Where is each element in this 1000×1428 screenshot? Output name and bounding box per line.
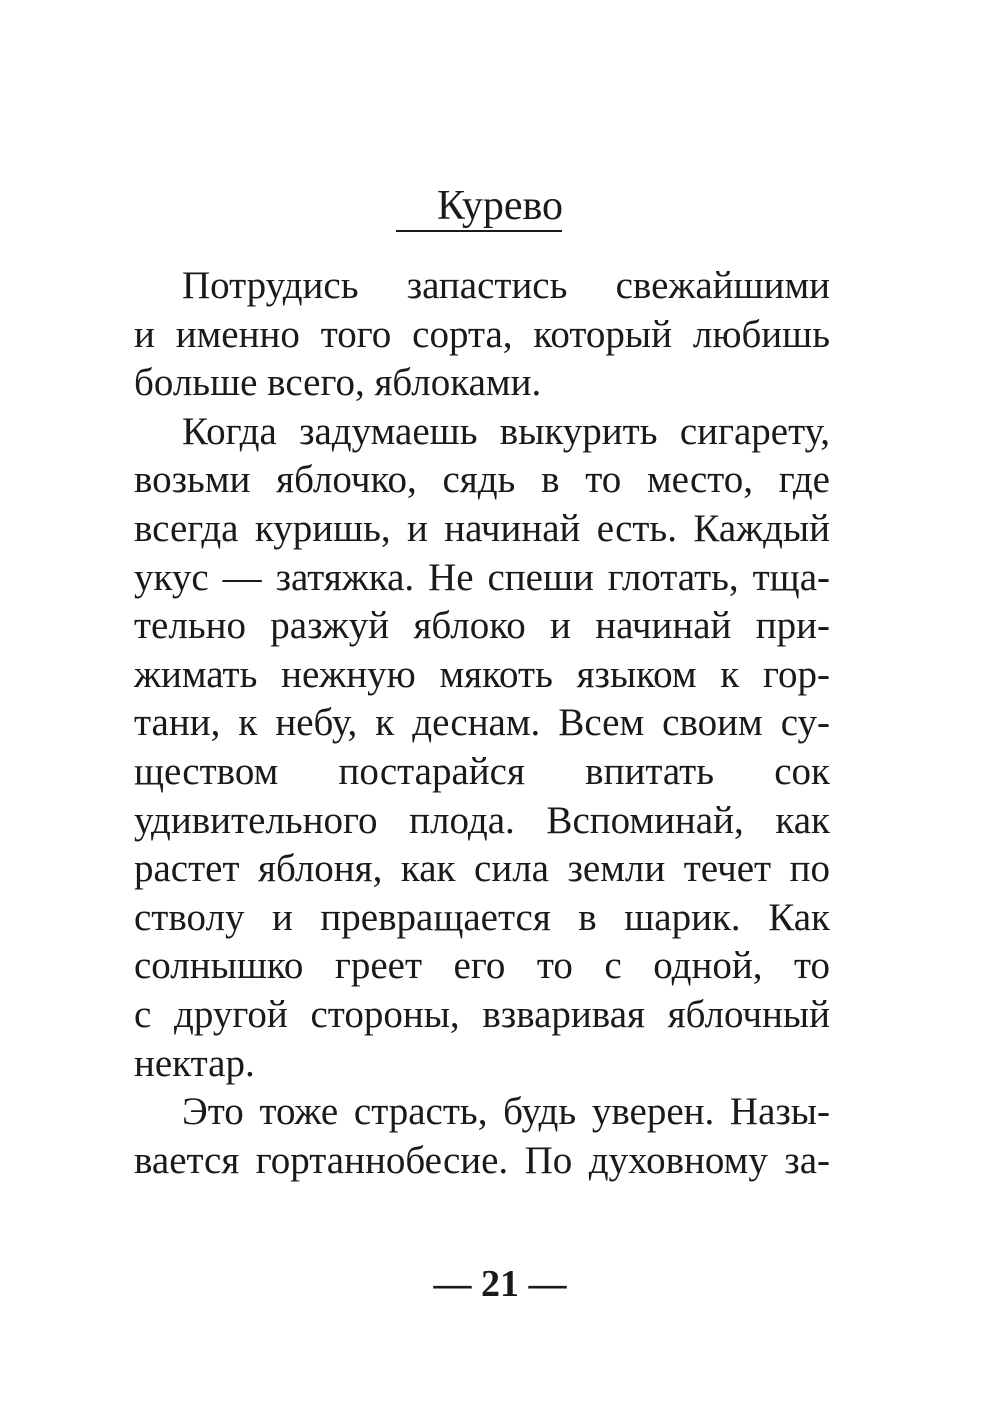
text-line: жимать нежную мякоть языком к гор- <box>134 652 830 696</box>
text-line: ществом постарайся впитать сок <box>134 749 830 793</box>
text-line: и именно того сорта, который любишь <box>134 312 830 356</box>
text-line: Когда задумаешь выкурить сигарету, <box>182 409 830 453</box>
text-line: удивительного плода. Вспоминай, как <box>134 798 830 842</box>
text-line: возьми яблочко, сядь в то место, где <box>134 458 830 502</box>
text-line: солнышко греет его то с одной, то <box>134 944 830 988</box>
text-line: всегда куришь, и начинай есть. Каждый <box>134 506 830 550</box>
text-line: больше всего, яблоками. <box>134 361 542 405</box>
text-line: тани, к небу, к деснам. Всем своим су- <box>134 701 830 745</box>
title-underline <box>396 230 562 232</box>
text-line: с другой стороны, взваривая яблочный <box>134 992 830 1036</box>
text-line: Потрудись запастись свежайшими <box>182 264 830 307</box>
page-number: — 21 — <box>433 1263 567 1305</box>
text-line: Это тоже страсть, будь уверен. Назы- <box>182 1090 830 1134</box>
text-line: вается гортаннобесие. По духовному за- <box>134 1138 830 1182</box>
text-line: растет яблоня, как сила земли течет по <box>134 847 830 891</box>
text-line: тельно разжуй яблоко и начинай при- <box>134 604 830 648</box>
text-line: стволу и превращается в шарик. Как <box>134 895 830 939</box>
body-text <box>134 262 830 1185</box>
chapter-title: Курево <box>436 183 564 229</box>
text-line: нектар. <box>134 1041 255 1085</box>
text-line: укус — затяжка. Не спеши глотать, тща- <box>134 555 830 599</box>
